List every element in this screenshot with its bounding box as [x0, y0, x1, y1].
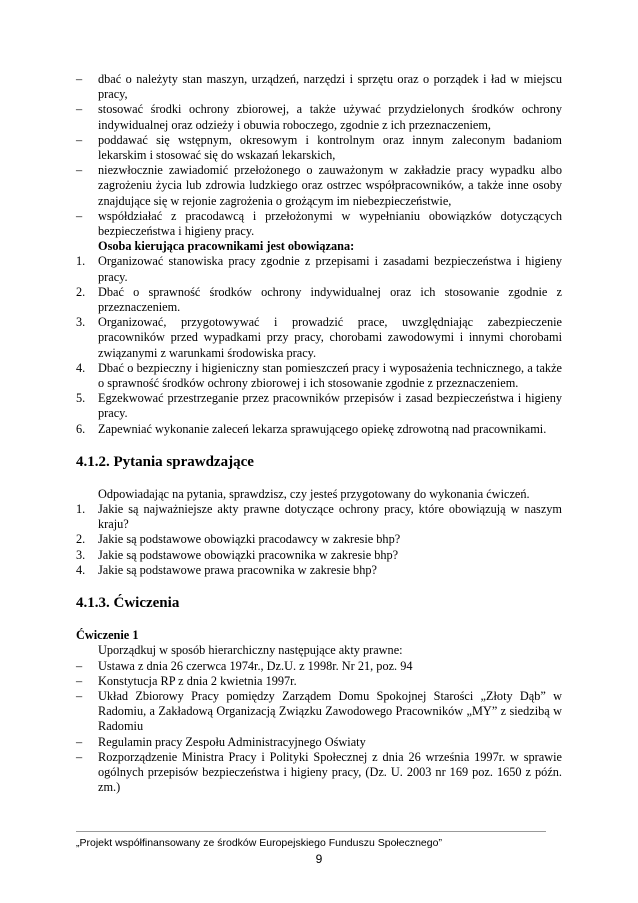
- list-item: 1. Organizować stanowiska pracy zgodnie z przepisami i zasadami bezpieczeństwa i higieny pracy.: [76, 254, 562, 284]
- list-item: 5. Egzekwować przestrzeganie przez pracowników przepisów i zasad bezpieczeństwa i higieny pracy.: [76, 391, 562, 421]
- list-item: 6. Zapewniać wykonanie zaleceń lekarza sprawującego opiekę zdrowotną nad pracownikami.: [76, 421, 547, 436]
- list-item: – współdziałać z pracodawcą i przełożonymi w wypełnianiu obowiązków dotyczących bezpieczeństwa i higieny pracy.: [76, 208, 562, 239]
- questions-list: [76, 502, 562, 578]
- section-heading-questions: 4.1.2. Pytania sprawdzające: [76, 453, 254, 470]
- list-item: – dbać o należyty stan maszyn, urządzeń, narzędzi i sprzętu oraz o porządek i ład w miejscu pracy,: [76, 72, 562, 102]
- page-content: [76, 72, 562, 795]
- page-number: 9: [315, 852, 323, 866]
- list-item: – Rozporządzenie Ministra Pracy i Polityki Społecznej z dnia 26 września 1997r. w sprawie ogólnych przepisów bezpieczeństwa i higieny pracy, (Dz. U. 2003 nr 169 poz. 1650 z późn. zm.): [76, 749, 562, 795]
- list-item: 2. Dbać o sprawność środków ochrony indywidualnej oraz ich stosowanie zgodnie z przeznaczeniem.: [76, 284, 562, 315]
- list-item: – poddawać się wstępnym, okresowym i kontrolnym oraz innym zaleconym badaniom lekarskim i stosować się do wskazań lekarskich,: [76, 132, 562, 163]
- list-item: – Konstytucja RP z dnia 2 kwietnia 1997r.: [76, 673, 297, 688]
- manager-duties-list: [76, 254, 562, 436]
- footer-divider: [76, 831, 546, 832]
- list-item: 3. Jakie są podstawowe obowiązki pracownika w zakresie bhp?: [76, 547, 399, 562]
- list-item: 2. Jakie są podstawowe obowiązki pracodawcy w zakresie bhp?: [76, 532, 401, 547]
- list-item: 4. Dbać o bezpieczny i higieniczny stan pomieszczeń pracy i wyposażenia technicznego, a także o sprawność środków ochrony zbiorowej i ich stosowanie zgodnie z przeznaczeniem.: [76, 360, 562, 391]
- list-item: 3. Organizować, przygotowywać i prowadzić prace, uwzględniając zabezpieczenie pracowników przed wypadkami przy pracy, chorobami zawodowymi i innymi chorobami związanymi z warunkami środowiska pracy.: [76, 315, 562, 360]
- list-item: 4. Jakie są podstawowe prawa pracownika w zakresie bhp?: [76, 562, 377, 577]
- section-heading-exercises: 4.1.3. Ćwiczenia: [76, 595, 180, 612]
- footer-text: „Projekt współfinansowany ze środków Europejskiego Funduszu Społecznego”: [76, 837, 442, 849]
- exercise-list: [76, 659, 562, 796]
- list-item: – Ustawa z dnia 26 czerwca 1974r., Dz.U. z 1998r. Nr 21, poz. 94: [76, 658, 413, 673]
- exercise-title: Ćwiczenie 1: [76, 628, 139, 643]
- exercise-intro: Uporządkuj w sposób hierarchiczny następujące akty prawne:: [98, 643, 403, 658]
- manager-duties-heading: Osoba kierująca pracownikami jest obowiązana:: [98, 239, 355, 254]
- list-item: – Układ Zbiorowy Pracy pomiędzy Zarządem Domu Spokojnej Starości „Złoty Dąb” w Radomiu, a Zakładową Organizacją Związku Zawodowego Pracowników „MY” z siedzibą w Radomiu: [76, 688, 562, 734]
- worker-duties-list: [76, 72, 562, 239]
- list-item: – niezwłocznie zawiadomić przełożonego o zauważonym w zakładzie pracy wypadku albo zagrożeniu życia lub zdrowia ludzkiego oraz ostrzec współpracowników, a także inne osoby znajdujące się w rejonie zagrożenia o grożącym im niebezpieczeństwie,: [76, 163, 562, 208]
- list-item: 1. Jakie są najważniejsze akty prawne dotyczące ochrony pracy, które obowiązują w naszym kraju?: [76, 502, 562, 532]
- questions-intro: Odpowiadając na pytania, sprawdzisz, czy jesteś przygotowany do wykonania ćwiczeń.: [98, 486, 530, 501]
- list-item: – Regulamin pracy Zespołu Administracyjnego Oświaty: [76, 734, 366, 749]
- list-item: – stosować środki ochrony zbiorowej, a także używać przydzielonych środków ochrony indywidualnej oraz odzieży i obuwia roboczego, zgodnie z ich przeznaczeniem,: [76, 102, 562, 132]
